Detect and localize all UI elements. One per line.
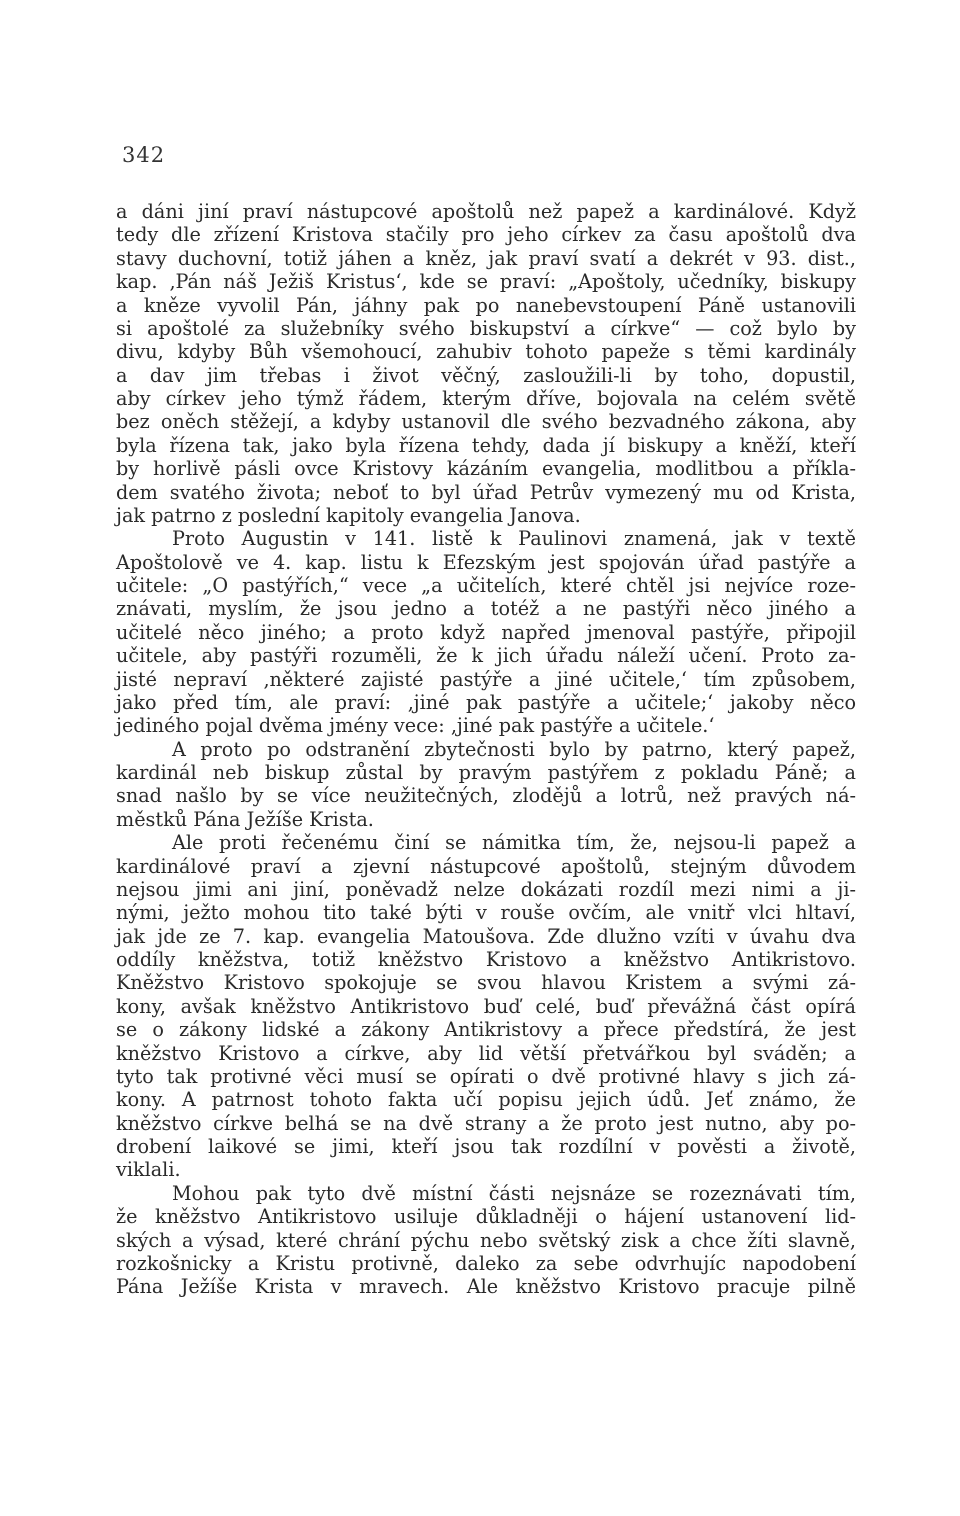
text-line: Ale proti řečenému činí se námitka tím, že, nejsou-li papež a xyxy=(172,831,856,855)
text-line: Kněžstvo Kristovo spokojuje se svou hlavou Kristem a svými zá- xyxy=(116,971,856,995)
text-line: tyto tak protivné věci musí se opírati o dvě protivné hlavy s jich zá- xyxy=(116,1064,856,1088)
text-line: kněžstvo církve belhá se na dvě strany a že proto jest nutno, aby po- xyxy=(116,1111,856,1135)
page-number: 342 xyxy=(122,143,166,167)
text-line: Proto Augustin v 141. listě k Paulinovi znamená, jak v textě xyxy=(172,527,856,551)
text-line: znávati, myslím, že jsou jedno a totéž a ne pastýři něco jiného a xyxy=(116,597,856,621)
text-line: jisté nepraví ‚některé zajisté pastýře a jiné učitele,‘ tím způsobem, xyxy=(116,667,856,691)
text-line: ských a výsad, které chrání pýchu nebo světský zisk a chce žíti slavně, xyxy=(116,1228,856,1252)
text-line: se o zákony lidské a zákony Antikristovy a přece předstírá, že jest xyxy=(116,1018,856,1042)
text-line: drobení laikové se jimi, kteří jsou tak rozdílní v pověsti a životě, xyxy=(116,1135,856,1158)
text-line: stavy duchovní, totiž jáhen a kněz, jak praví svatí a dekrét v 93. dist., xyxy=(116,246,856,270)
text-line: Apoštolově ve 4. kap. listu k Efezským jest spojován úřad pastýře a xyxy=(116,550,856,574)
text-line: kněžstvo Kristovo a církve, aby lid větší přetvářkou byl sváděn; a xyxy=(116,1041,856,1065)
text-line: byla řízena tak, jako byla řízena tehdy, dada jí biskupy a kněží, kteří xyxy=(116,433,856,457)
text-line: že kněžstvo Antikristovo usiluje důkladněji o hájení ustanovení lid- xyxy=(116,1205,856,1229)
text-line: aby církev jeho týmž řádem, kterým dříve, bojovala na celém světě xyxy=(116,387,856,410)
text-line: jediného pojal dvěma jmény vece: ‚jiné pak pastýře a učitele.‘ xyxy=(116,714,715,738)
text-line: nejsou jimi ani jiní, poněvadž nelze dokázati rozdíl mezi nimi a ji- xyxy=(116,877,856,901)
text-line: učitele: „O pastýřích,“ vece „a učitelích, které chtěl jsi nejvíce roze- xyxy=(116,574,856,597)
text-line: jak patrno z poslední kapitoly evangelia Janova. xyxy=(116,503,581,527)
text-line: kap. ‚Pán náš Ježiš Kristus‘, kde se praví: „Apoštoly, učedníky, biskupy xyxy=(116,270,856,294)
text-line: by horlivě pásli ovce Kristovy kázáním evangelia, modlitbou a příkla- xyxy=(116,457,856,481)
text-line: učitele, aby pastýři rozuměli, že k jich úřadu náleží učení. Proto za- xyxy=(116,644,856,668)
body-text xyxy=(116,200,856,1299)
text-line: oddíly kněžstva, totiž kněžstvo Kristovo a kněžstvo Antikristovo. xyxy=(116,948,856,971)
text-line: a dáni jiní praví nástupcové apoštolů než papež a kardinálové. Když xyxy=(116,200,856,223)
text-line: tedy dle zřízení Kristova stačily pro jeho církev za času apoštolů dva xyxy=(116,223,856,247)
text-line: Pána Ježíše Krista v mravech. Ale kněžstvo Kristovo pracuje pilně xyxy=(116,1275,856,1299)
text-line: a dav jim třebas i život věčný, zasloužili-li by toho, dopustil, xyxy=(116,363,856,387)
text-line: kony, avšak kněžstvo Antikristovo buď celé, buď převážná část opírá xyxy=(116,994,856,1018)
text-line: bez oněch stěžejí, a kdyby ustanovil dle svého bezvadného zákona, aby xyxy=(116,410,856,434)
text-line: městků Pána Ježíše Krista. xyxy=(116,807,374,831)
text-line: si apoštolé za služebníky svého biskupství a církve“ — což bylo by xyxy=(116,316,856,340)
text-line: jako před tím, ale praví: ‚jiné pak pastýře a učitele;‘ jakoby něco xyxy=(116,690,856,714)
text-line: rozkošnicky a Kristu protivně, daleko za sebe odvrhujíc napodobení xyxy=(116,1251,856,1275)
text-line: nými, ježto mohou tito také býti v rouše ovčím, ale vnitř vlci hltaví, xyxy=(116,901,856,925)
text-line: dem svatého života; neboť to byl úřad Petrův vymezený mu od Krista, xyxy=(116,480,856,504)
text-line: kardinál neb biskup zůstal by pravým pastýřem z pokladu Páně; a xyxy=(116,761,856,784)
text-line: učitelé něco jiného; a proto když napřed jmenoval pastýře, připojil xyxy=(116,620,856,644)
text-line: snad našlo by se více neužitečných, zlodějů a lotrů, než pravých ná- xyxy=(116,784,856,808)
text-line: viklali. xyxy=(116,1158,181,1182)
text-line: kony. A patrnost tohoto fakta učí popisu jejich údů. Jeť známo, že xyxy=(116,1088,856,1112)
text-line: A proto po odstranění zbytečnosti bylo by patrno, který papež, xyxy=(172,737,856,761)
text-line: a kněze vyvolil Pán, jáhny pak po nanebevstoupení Páně ustanovili xyxy=(116,293,856,317)
text-line: kardinálové praví a zjevní nástupcové apoštolů, stejným důvodem xyxy=(116,854,856,878)
text-line: jak jde ze 7. kap. evangelia Matoušova. Zde dlužno vzíti v úvahu dva xyxy=(116,924,856,948)
text-line: divu, kdyby Bůh všemohoucí, zahubiv tohoto papeže s těmi kardinály xyxy=(116,340,856,364)
text-line: Mohou pak tyto dvě místní části nejsnáze se rozeznávati tím, xyxy=(172,1181,856,1205)
